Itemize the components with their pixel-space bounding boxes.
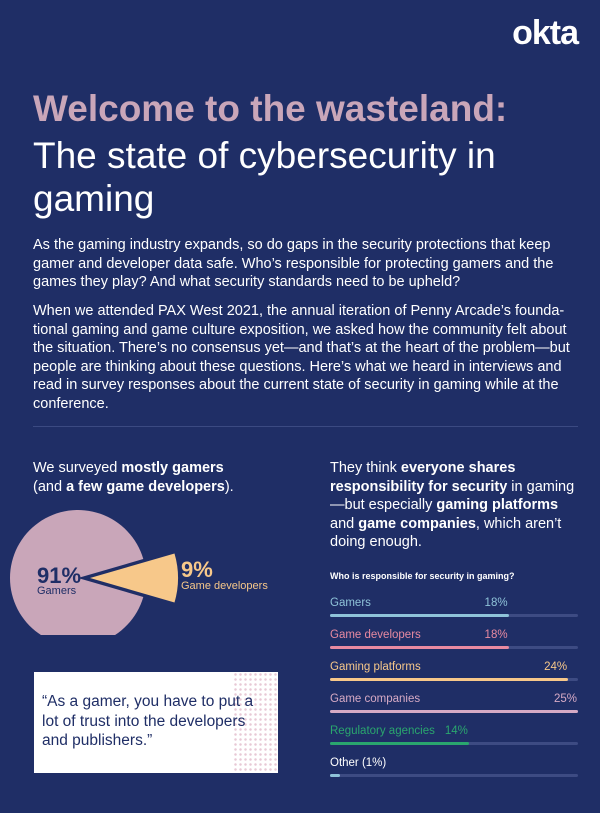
survey-pie-chart [0, 505, 180, 635]
bar-value-label: 24% [544, 661, 568, 673]
resp-heading-part-1: They think [330, 460, 401, 476]
bar-value-label: 18% [484, 597, 508, 609]
survey-heading-bold-1: mostly gamers [121, 460, 224, 476]
bar-value-label: 25% [554, 693, 578, 705]
page-subtitle: The state of cybersecurity in gaming [33, 135, 496, 219]
developers-label: Game developers [181, 580, 268, 592]
bar-label: Other (1%) [330, 757, 387, 769]
quote-text: “As a gamer, you have to put a lot of trust into the developers and publishers.” [42, 693, 254, 749]
survey-heading-bold-2: a few game developers [66, 479, 225, 495]
bar-value-label: 14% [444, 725, 468, 737]
bar-fill [330, 742, 469, 745]
survey-heading-post: ). [224, 479, 234, 495]
bar-row [330, 629, 578, 661]
developers-percent: 9% [181, 557, 213, 582]
bar-row [330, 693, 578, 725]
intro-paragraph-1: As the gaming industry expands, so do gaps in the security protections that keep gamer and developer data safe. Who’s responsible for protecting gamers and the games they play? And what security standards need to be upheld? [33, 237, 554, 290]
bar-label: Gamers [330, 597, 371, 609]
responsibility-heading [330, 459, 580, 552]
bar-fill [330, 678, 568, 681]
bar-label: Regulatory agencies [330, 725, 435, 737]
bar-value-label: 18% [484, 629, 508, 641]
bar-label: Gaming platforms [330, 661, 421, 673]
bar-row [330, 757, 578, 789]
bar-row [330, 725, 578, 757]
bar-label: Game developers [330, 629, 421, 641]
bar-fill [330, 774, 340, 777]
survey-heading-pre: We surveyed [33, 460, 122, 476]
resp-heading-bold-1: everyone shares responsibility for security [330, 460, 516, 495]
bar-fill [330, 710, 578, 713]
quote-card [34, 672, 278, 773]
bar-track [330, 742, 578, 745]
bar-row [330, 597, 578, 629]
intro-paragraph-2: When we attended PAX West 2021, the annual iteration of Penny Arcade’s founda-tional gaming and game culture exposition, we asked how the community felt about the situation. There’s no consensus yet—and that’s at the heart of the problem—but people are thinking about these questions. Here’s what we heard in interviews and read in survey responses about the current state of security in gaming while at the conference. [33, 303, 570, 412]
bar-label: Game companies [330, 693, 421, 705]
chart-title: Who is responsible for security in gaming? [330, 571, 515, 581]
okta-logo: okta [512, 14, 578, 52]
resp-heading-bold-2: gaming platforms [436, 497, 559, 513]
resp-heading-part-2: in gaming—but especially [330, 478, 575, 513]
page-title: Welcome to the wasteland: [33, 88, 508, 129]
bar-track [330, 614, 578, 617]
survey-heading [33, 459, 273, 497]
resp-heading-part-3: and [330, 515, 359, 532]
bar-track [330, 678, 578, 681]
bar-track [330, 646, 578, 649]
bar-row [330, 661, 578, 693]
gamers-label: Gamers [37, 585, 77, 597]
bar-track [330, 774, 578, 777]
survey-heading-mid: (and [33, 479, 67, 495]
bar-fill [330, 646, 509, 649]
resp-heading-bold-3: game companies [358, 515, 476, 532]
bar-track [330, 710, 578, 713]
section-divider [33, 426, 578, 427]
gamers-percent: 91% [37, 563, 82, 588]
resp-heading-part-4: , which aren’t doing enough. [330, 515, 562, 550]
bar-fill [330, 614, 509, 617]
